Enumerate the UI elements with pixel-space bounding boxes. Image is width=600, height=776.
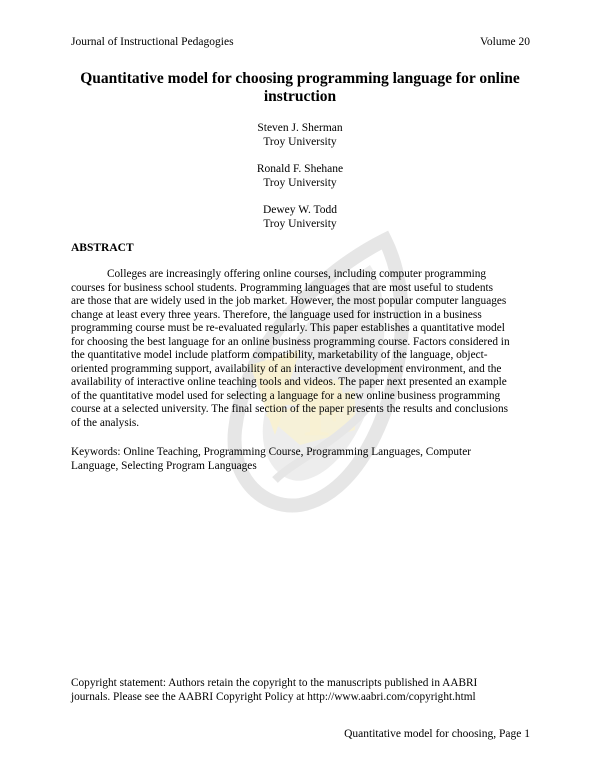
abstract-heading: ABSTRACT bbox=[71, 242, 134, 254]
abstract-line: programming course must be re-evaluated regularly. This paper establishes a quantitative model bbox=[71, 322, 505, 334]
copyright-statement bbox=[71, 677, 541, 704]
author-affiliation: Troy University bbox=[263, 217, 337, 230]
abstract-line: Colleges are increasingly offering online courses, including computer programming bbox=[107, 268, 487, 280]
keywords-line: Language, Selecting Program Languages bbox=[71, 459, 257, 472]
page-footer: Quantitative model for choosing, Page 1 bbox=[344, 728, 530, 740]
abstract-line: for choosing the best language for an online business programming course. Factors considered in bbox=[71, 335, 510, 348]
abstract-line: of the quantitative model used for selecting a language for a new online business programming bbox=[71, 389, 501, 402]
journal-name: Journal of Instructional Pedagogies bbox=[71, 36, 234, 48]
author-name: Dewey W. Todd bbox=[262, 204, 338, 216]
author-block bbox=[0, 163, 600, 190]
author-block bbox=[0, 122, 600, 149]
keywords-line: Keywords: Online Teaching, Programming Course, Programming Languages, Computer bbox=[71, 446, 471, 458]
abstract-line: availability of interactive online teaching tools and videos. The paper next presented an example bbox=[71, 376, 507, 388]
author-block bbox=[0, 204, 600, 231]
author-affiliation: Troy University bbox=[263, 176, 337, 189]
abstract-line: of the analysis. bbox=[71, 416, 140, 429]
volume-label: Volume 20 bbox=[480, 36, 530, 48]
copyright-line: journals. Please see the AABRI Copyright Policy at http://www.aabri.com/copyright.html bbox=[71, 690, 476, 703]
abstract-line: course at a selected university. The final section of the paper presents the results and conclusions bbox=[71, 403, 508, 415]
author-list bbox=[0, 122, 600, 245]
author-name: Ronald F. Shehane bbox=[256, 163, 344, 175]
abstract-line: are those that are widely used in the job market. However, the most popular computer languages bbox=[71, 295, 507, 307]
paper-title bbox=[60, 70, 540, 106]
paper-title-line-2: instruction bbox=[263, 88, 337, 105]
author-affiliation: Troy University bbox=[263, 135, 337, 148]
paper-title-line-1: Quantitative model for choosing programming language for online bbox=[80, 70, 520, 87]
author-name: Steven J. Sherman bbox=[257, 122, 343, 134]
keywords bbox=[71, 446, 533, 473]
abstract-line: oriented programming support, availability of an interactive development environment, and the bbox=[71, 362, 502, 375]
watermark-letter: F bbox=[303, 374, 346, 451]
abstract-line: courses for business school students. Programming languages that are most useful to students bbox=[71, 281, 494, 294]
copyright-line: Copyright statement: Authors retain the copyright to the manuscripts published in AABRI bbox=[71, 677, 478, 689]
abstract-line: the quantitative model include platform compatibility, marketability of the language, object- bbox=[71, 349, 488, 361]
abstract-body bbox=[71, 268, 533, 430]
abstract-line: change at least every three years. Therefore, the language used for instruction in a business bbox=[71, 308, 482, 321]
